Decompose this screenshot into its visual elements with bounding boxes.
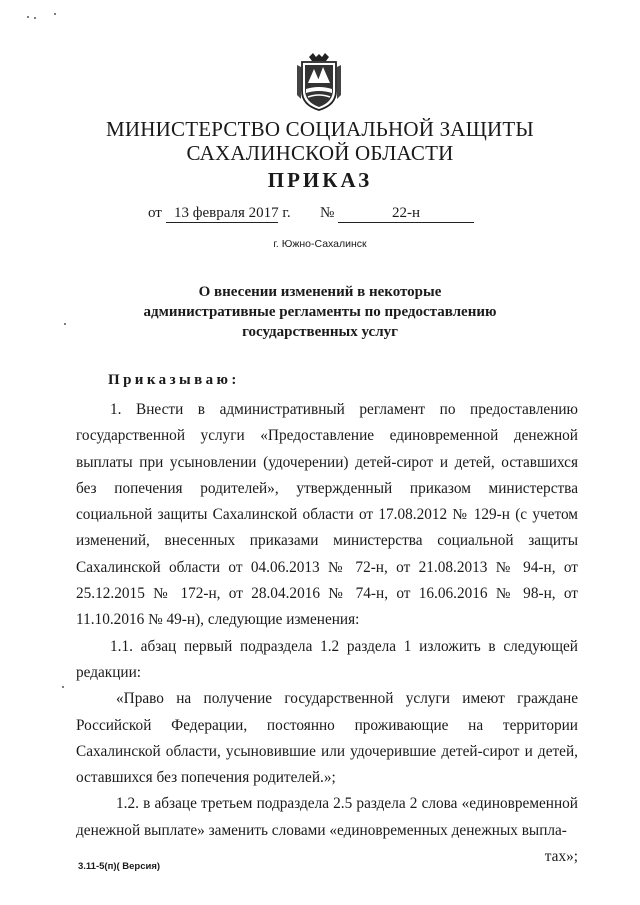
city: г. Южно-Сахалинск (273, 238, 367, 250)
order-title: ПРИКАЗ (267, 168, 373, 192)
subject-line1: О внесении изменений в некоторые (198, 284, 442, 300)
scan-speck (54, 13, 56, 15)
scan-speck (34, 17, 36, 19)
paragraph-1-2-end: тах»; (544, 848, 578, 866)
paragraph-quote: «Право на получение государственной услуги имеют граждане Российской Федерации, постоянно проживающие на территории Сахалинской области, усыновившие или удочерившие детей-сирот и детей, оставшихся без попечения родителей.»; (76, 690, 578, 787)
number-underline (338, 221, 474, 223)
date-underline (166, 221, 278, 223)
paragraph-1-1: 1.1. абзац первый подраздела 1.2 раздела 1 изложить в следующей редакции: (76, 637, 578, 681)
subject-line3: государственных услуг (242, 324, 398, 340)
order-number: 22-н (392, 205, 421, 221)
subject-line2: административные регламенты по предоставлению (143, 304, 497, 320)
from-label: от (148, 205, 162, 221)
number-label: № (320, 205, 335, 221)
ministry-name-line1: МИНИСТЕРСТВО СОЦИАЛЬНОЙ ЗАЩИТЫ (106, 117, 534, 141)
footer-code: 3.11-5(п)( Версия) (78, 861, 161, 872)
order-subject (100, 282, 540, 342)
scan-speck (64, 323, 66, 325)
decree-word: Приказываю: (108, 372, 240, 388)
body-text (76, 397, 578, 870)
scan-speck (62, 686, 64, 688)
ministry-name-line2: САХАЛИНСКОЙ ОБЛАСТИ (186, 141, 454, 165)
order-date: 13 февраля 2017 г. (174, 205, 291, 221)
paragraph-1-2: 1.2. в абзаце третьем подраздела 2.5 раздела 2 слова «единовременной денежной выплате» заменить словами «единовременных денежных выпла- (76, 795, 578, 839)
paragraph-1: 1. Внести в административный регламент по предоставлению государственной услуги «Предоставление единовременной денежной выплаты при усыновлении (удочерении) детей-сирот и детей, оставшихся без попечения родителей», утвержденный приказом министерства социальной защиты Сахалинской области от 17.08.2012 № 129-н (с учетом изменений, внесенных приказами министерства социальной защиты Сахалинской области от 04.06.2013 № 72-н, от 21.08.2013 № 94-н, от 25.12.2015 № 172-н, от 28.04.2016 № 74-н, от 16.06.2016 № 98-н, от 11.10.2016 № 49-н), следующие изменения: (76, 401, 578, 629)
scan-speck (27, 16, 29, 18)
sakhalin-coat-of-arms-icon (296, 53, 342, 111)
